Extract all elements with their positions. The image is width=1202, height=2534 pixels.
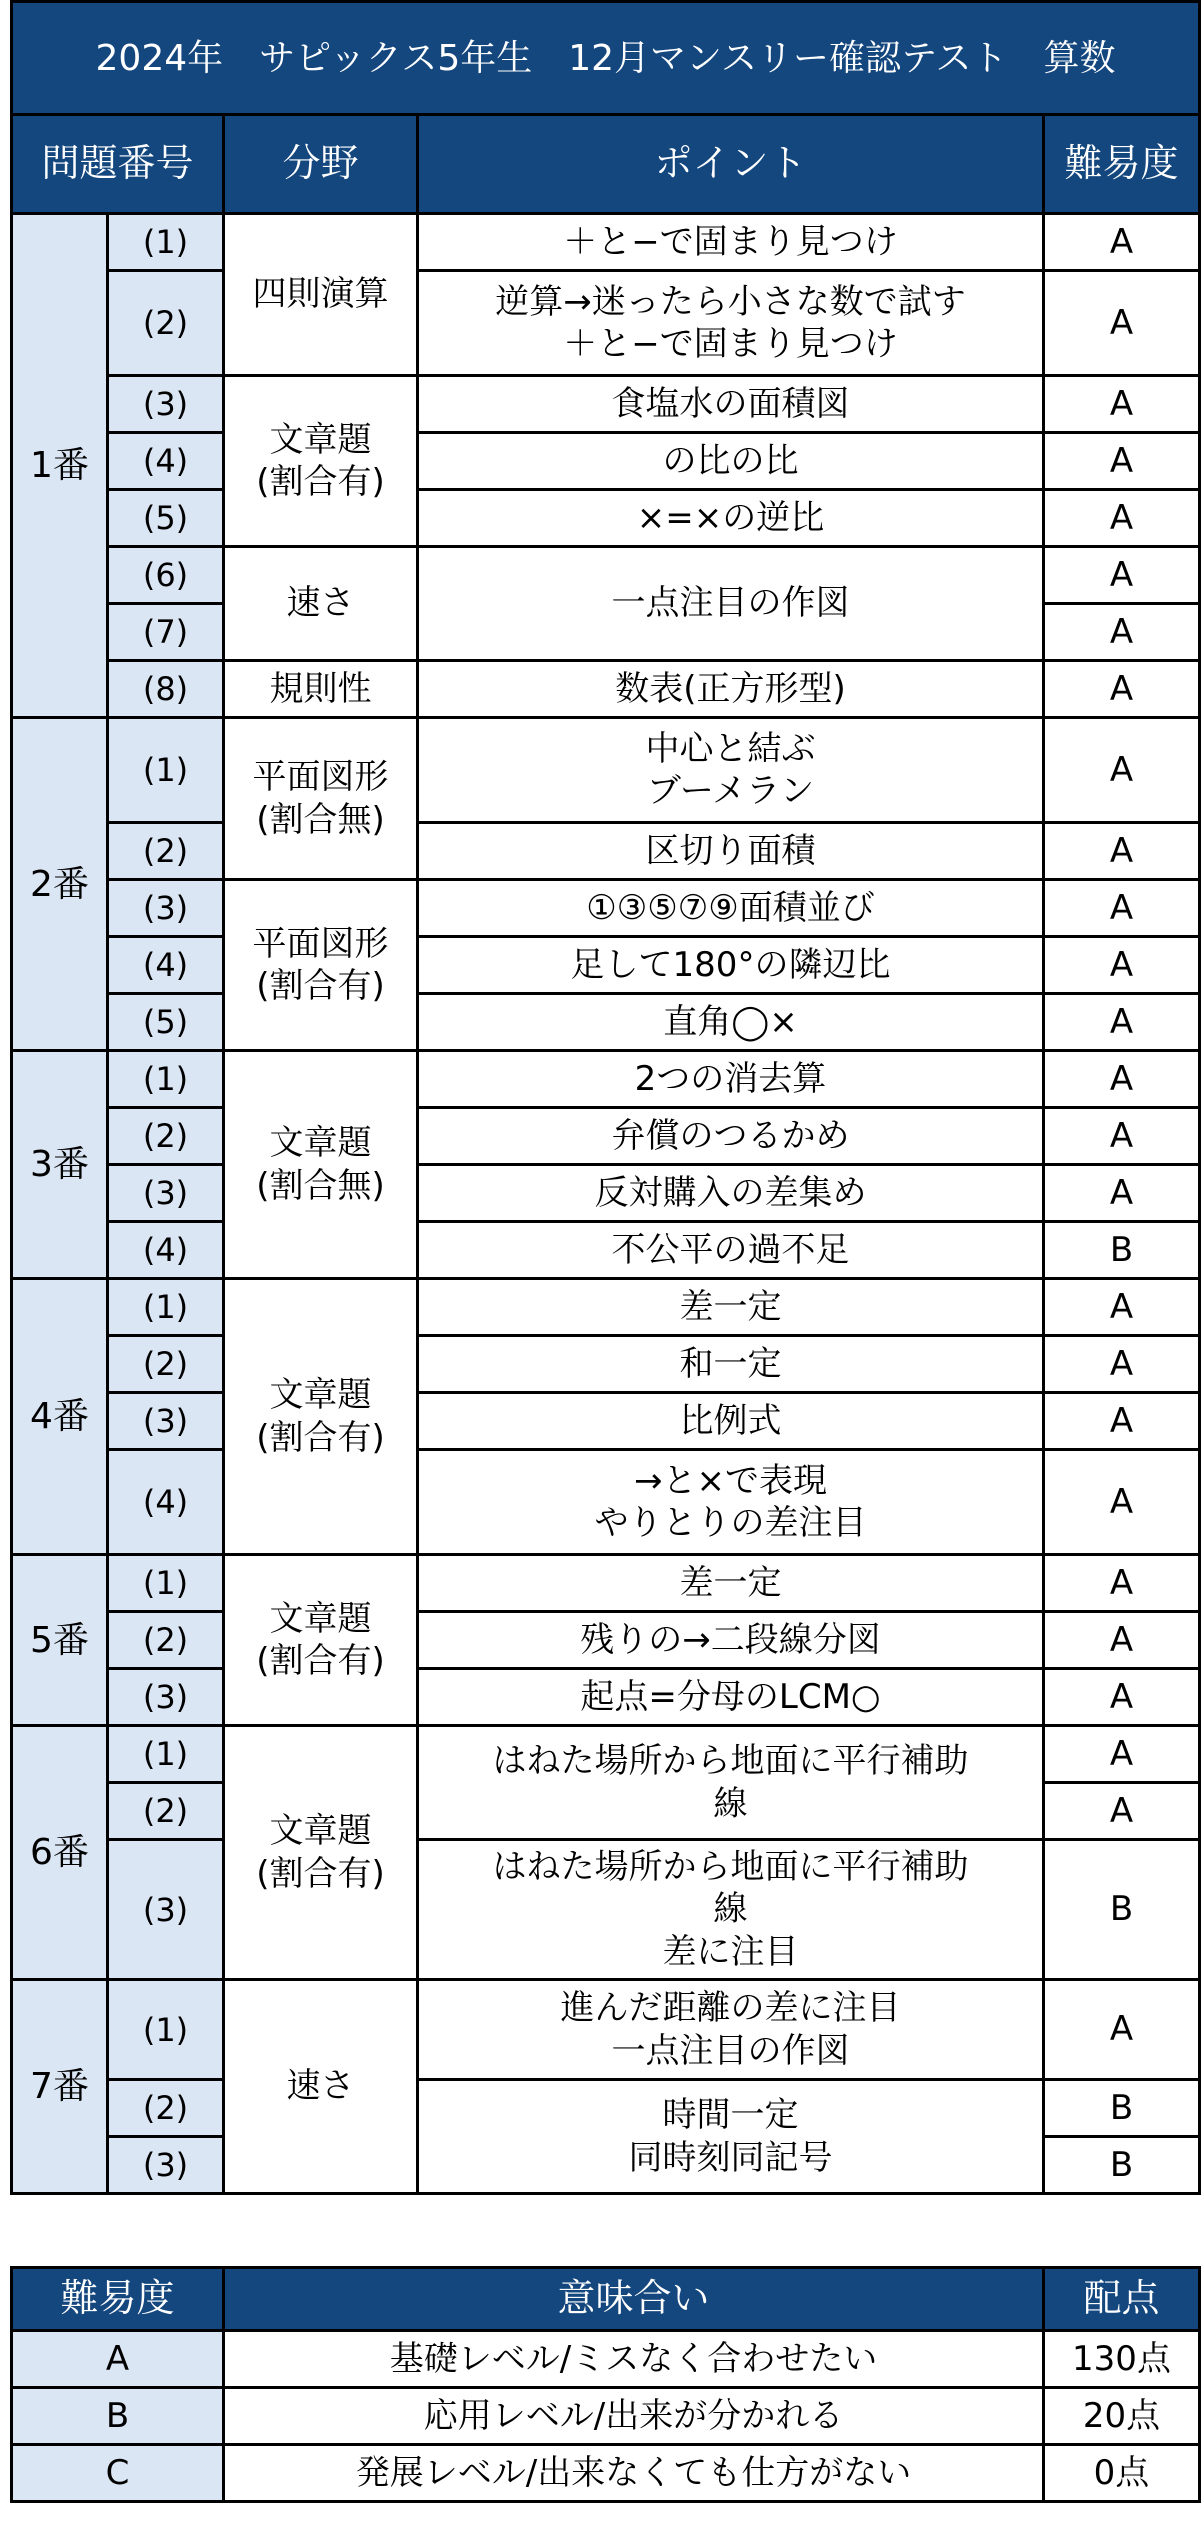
difficulty-cell: A [1044,1450,1200,1555]
difficulty-cell: A [1044,823,1200,880]
point-cell: 差一定 [418,1555,1044,1612]
sub-number: (4) [108,1450,224,1555]
point-cell: 比例式 [418,1393,1044,1450]
sub-number: (2) [108,1108,224,1165]
difficulty-cell: A [1044,1279,1200,1336]
point-cell: ×=×の逆比 [418,490,1044,547]
difficulty-cell: A [1044,661,1200,718]
point-cell: の比の比 [418,433,1044,490]
difficulty-cell: A [1044,994,1200,1051]
table-row [12,490,1200,547]
point-cell: 進んだ距離の差に注目 一点注目の作図 [418,1980,1044,2080]
point-cell: 弁償のつるかめ [418,1108,1044,1165]
legend-row [12,2331,1200,2388]
table-row [12,433,1200,490]
difficulty-cell: A [1044,1612,1200,1669]
field-cell: 文章題 (割合有) [224,1726,418,1980]
point-cell: 2つの消去算 [418,1051,1044,1108]
sub-number: (4) [108,937,224,994]
table-row [12,1726,1200,1783]
point-cell: ①③⑤⑦⑨面積並び [418,880,1044,937]
difficulty-cell: A [1044,490,1200,547]
section-label: 6番 [12,1726,108,1980]
field-cell: 平面図形 (割合無) [224,718,418,880]
field-cell: 速さ [224,547,418,661]
table-row [12,880,1200,937]
legend-meaning: 基礎レベル/ミスなく合わせたい [224,2331,1044,2388]
sub-number: (2) [108,823,224,880]
legend-meaning: 発展レベル/出来なくても仕方がない [224,2445,1044,2502]
difficulty-cell: B [1044,2080,1200,2137]
sub-number: (5) [108,490,224,547]
legend-score: 130点 [1044,2331,1200,2388]
sub-number: (3) [108,880,224,937]
legend-level: B [12,2388,224,2445]
point-cell: 逆算→迷ったら小さな数で試す ＋と−で固まり見つけ [418,271,1044,376]
sub-number: (5) [108,994,224,1051]
table-row [12,661,1200,718]
difficulty-cell: B [1044,1222,1200,1279]
sub-number: (2) [108,2080,224,2137]
sub-number: (3) [108,2137,224,2194]
sub-number: (2) [108,1612,224,1669]
table-row [12,214,1200,271]
table-row [12,1108,1200,1165]
point-cell: 区切り面積 [418,823,1044,880]
table-row [12,2080,1200,2137]
point-cell: 食塩水の面積図 [418,376,1044,433]
field-cell: 速さ [224,1980,418,2194]
sub-number: (3) [108,1669,224,1726]
difficulty-cell: A [1044,547,1200,604]
field-cell: 文章題 (割合有) [224,1555,418,1726]
sub-number: (6) [108,547,224,604]
legend-header-score: 配点 [1044,2268,1200,2331]
sub-number: (1) [108,1051,224,1108]
legend-level: A [12,2331,224,2388]
point-cell: ＋と−で固まり見つけ [418,214,1044,271]
table-row [12,823,1200,880]
legend-row [12,2388,1200,2445]
sub-number: (1) [108,1555,224,1612]
section-label: 3番 [12,1051,108,1279]
sub-number: (3) [108,1393,224,1450]
table-row [12,1840,1200,1980]
sub-number: (2) [108,1783,224,1840]
header-number: 問題番号 [12,115,224,214]
legend-score: 0点 [1044,2445,1200,2502]
point-cell: 差一定 [418,1279,1044,1336]
sub-number: (3) [108,376,224,433]
legend-level: C [12,2445,224,2502]
difficulty-cell: A [1044,937,1200,994]
difficulty-cell: A [1044,1980,1200,2080]
header-field: 分野 [224,115,418,214]
field-cell: 規則性 [224,661,418,718]
difficulty-cell: A [1044,1108,1200,1165]
legend-header-meaning: 意味合い [224,2268,1044,2331]
table-row [12,994,1200,1051]
page-title: 2024年 サピックス5年生 12月マンスリー確認テスト 算数 [12,2,1200,115]
difficulty-cell: A [1044,433,1200,490]
legend-row [12,2445,1200,2502]
table-row [12,937,1200,994]
table-row [12,718,1200,823]
section-label: 7番 [12,1980,108,2194]
sub-number: (1) [108,214,224,271]
table-row [12,1450,1200,1555]
point-cell: 和一定 [418,1336,1044,1393]
point-cell: 直角◯× [418,994,1044,1051]
section-label: 4番 [12,1279,108,1555]
sub-number: (1) [108,718,224,823]
legend-score: 20点 [1044,2388,1200,2445]
point-cell: 残りの→二段線分図 [418,1612,1044,1669]
section-label: 5番 [12,1555,108,1726]
field-cell: 平面図形 (割合有) [224,880,418,1051]
point-cell: はねた場所から地面に平行補助 線 差に注目 [418,1840,1044,1980]
header-difficulty: 難易度 [1044,115,1200,214]
sub-number: (1) [108,1726,224,1783]
table-row [12,1612,1200,1669]
difficulty-cell: A [1044,1336,1200,1393]
point-cell: 不公平の過不足 [418,1222,1044,1279]
table-row [12,1669,1200,1726]
table-row [12,1393,1200,1450]
section-label: 2番 [12,718,108,1051]
difficulty-cell: A [1044,1165,1200,1222]
legend-header-difficulty: 難易度 [12,2268,224,2331]
sub-number: (4) [108,433,224,490]
difficulty-cell: A [1044,1726,1200,1783]
table-row [12,1279,1200,1336]
difficulty-cell: A [1044,604,1200,661]
difficulty-cell: A [1044,1051,1200,1108]
difficulty-cell: A [1044,1555,1200,1612]
sub-number: (1) [108,1279,224,1336]
field-cell: 文章題 (割合無) [224,1051,418,1279]
point-cell: →と×で表現 やりとりの差注目 [418,1450,1044,1555]
difficulty-cell: B [1044,1840,1200,1980]
sub-number: (3) [108,1165,224,1222]
table-row [12,1555,1200,1612]
sub-number: (7) [108,604,224,661]
point-cell: 数表(正方形型) [418,661,1044,718]
point-cell: 一点注目の作図 [418,547,1044,661]
sub-number: (3) [108,1840,224,1980]
point-cell: 時間一定 同時刻同記号 [418,2080,1044,2194]
section-label: 1番 [12,214,108,718]
legend-meaning: 応用レベル/出来が分かれる [224,2388,1044,2445]
problem-table [10,0,1201,2195]
sub-number: (8) [108,661,224,718]
difficulty-cell: A [1044,1669,1200,1726]
header-point: ポイント [418,115,1044,214]
table-row [12,1051,1200,1108]
sub-number: (1) [108,1980,224,2080]
table-row [12,271,1200,376]
table-row [12,1222,1200,1279]
difficulty-cell: A [1044,880,1200,937]
point-cell: はねた場所から地面に平行補助 線 [418,1726,1044,1840]
field-cell: 文章題 (割合有) [224,376,418,547]
difficulty-cell: A [1044,1783,1200,1840]
point-cell: 起点=分母のLCM○ [418,1669,1044,1726]
field-cell: 四則演算 [224,214,418,376]
sub-number: (4) [108,1222,224,1279]
difficulty-cell: A [1044,1393,1200,1450]
difficulty-cell: B [1044,2137,1200,2194]
field-cell: 文章題 (割合有) [224,1279,418,1555]
difficulty-cell: A [1044,376,1200,433]
table-row [12,1336,1200,1393]
point-cell: 反対購入の差集め [418,1165,1044,1222]
sub-number: (2) [108,271,224,376]
difficulty-cell: A [1044,271,1200,376]
difficulty-cell: A [1044,718,1200,823]
point-cell: 足して180°の隣辺比 [418,937,1044,994]
difficulty-legend-table [10,2266,1201,2503]
table-row [12,1980,1200,2080]
table-row [12,1165,1200,1222]
point-cell: 中心と結ぶ ブーメラン [418,718,1044,823]
table-row [12,376,1200,433]
difficulty-cell: A [1044,214,1200,271]
table-row [12,547,1200,604]
sub-number: (2) [108,1336,224,1393]
